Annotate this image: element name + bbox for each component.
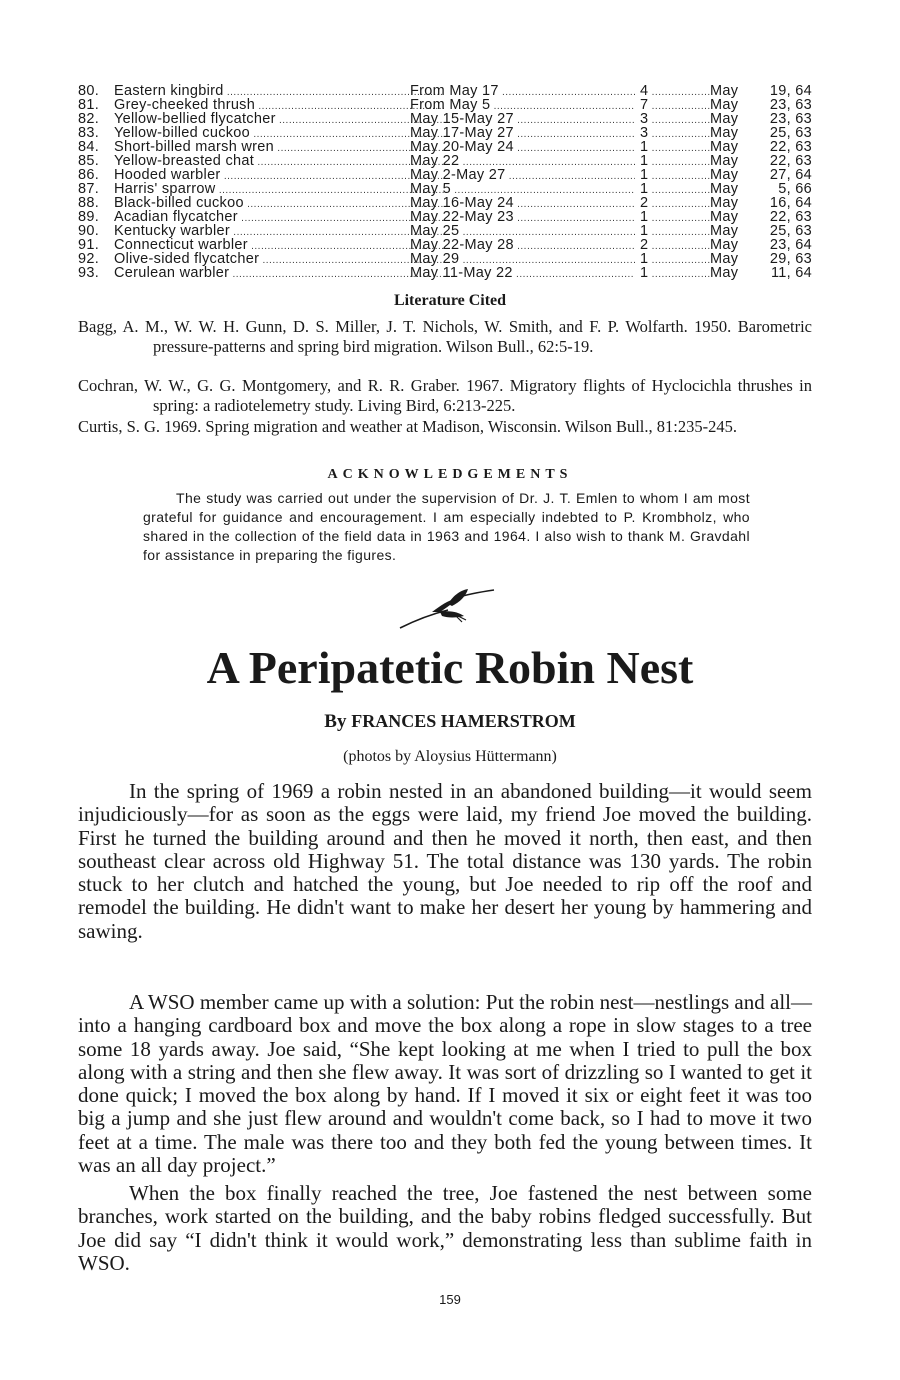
date-range: May 16-May 24 .....	[410, 196, 635, 212]
body-paragraph: In the spring of 1969 a robin nested in an abandoned building—it would seem injudiciously—for as soon as the eggs were laid, my friend Joe moved the building. First he turned the building around and then he moved it north, then east, and then southeast clear across old Highway 51. The total distance was 130 yards. The robin stuck to her clutch and hatched the young, but Joe needed to rip off the roof and remodel the building. He didn't want to make her desert her young by hammering and sawing.	[78, 779, 812, 943]
peak-month: May	[710, 237, 739, 253]
table-row	[78, 238, 818, 252]
peak-month: May	[710, 111, 739, 127]
date-range: May 22 .....	[410, 154, 635, 170]
observation-count: 2 .....	[640, 196, 710, 212]
species-number: 85.	[78, 153, 100, 169]
peak-date: 25, 63	[769, 125, 812, 141]
species-name: Cerulean warbler .....	[114, 266, 444, 282]
species-name: Yellow-billed cuckoo .....	[114, 126, 444, 142]
peak-date: 23, 63	[769, 97, 812, 113]
peak-month: May	[710, 153, 739, 169]
date-range: May 11-May 22 .....	[410, 266, 635, 282]
table-row	[78, 126, 818, 140]
species-number: 81.	[78, 97, 100, 113]
species-name: Yellow-bellied flycatcher .....	[114, 112, 444, 128]
species-number: 80.	[78, 83, 100, 99]
species-number: 89.	[78, 209, 100, 225]
date-range: From May 17 .....	[410, 84, 635, 100]
table-row	[78, 182, 818, 196]
byline-prefix: By	[324, 711, 347, 732]
date-range: May 25 .....	[410, 224, 635, 240]
species-name: Yellow-breasted chat .....	[114, 154, 444, 170]
reference-entry: Curtis, S. G. 1969. Spring migration and weather at Madison, Wisconsin. Wilson Bull., 81:235-245.	[78, 417, 737, 436]
literature-cited-heading: Literature Cited	[393, 292, 507, 309]
date-range: May 17-May 27 .....	[410, 126, 635, 142]
peak-month: May	[710, 167, 739, 183]
species-number: 92.	[78, 251, 100, 267]
peak-date: 22, 63	[769, 153, 812, 169]
peak-month: May	[710, 265, 739, 281]
table-row	[78, 84, 818, 98]
date-range: May 22-May 23 .....	[410, 210, 635, 226]
reference-entry: Bagg, A. M., W. W. H. Gunn, D. S. Miller, J. T. Nichols, W. Smith, and F. P. Wolfarth. 1950. Barometric pressure-patterns and spring bird migration. Wilson Bull., 62:5-19.	[78, 317, 812, 356]
date-range: May 5 .....	[410, 182, 635, 198]
species-number: 82.	[78, 111, 100, 127]
observation-count: 1 .....	[640, 224, 710, 240]
table-row	[78, 196, 818, 210]
peak-date: 29, 63	[769, 251, 812, 267]
peak-month: May	[710, 125, 739, 141]
peak-date: 25, 63	[769, 223, 812, 239]
species-arrival-table	[78, 84, 818, 280]
table-row	[78, 252, 818, 266]
observation-count: 1 .....	[640, 266, 710, 282]
table-row	[78, 140, 818, 154]
species-name: Black-billed cuckoo .....	[114, 196, 444, 212]
species-name: Hooded warbler .....	[114, 168, 444, 184]
acknowledgements-heading: ACKNOWLEDGEMENTS	[327, 467, 573, 482]
peak-date: 22, 63	[769, 139, 812, 155]
body-paragraph: A WSO member came up with a solution: Put the robin nest—nestlings and all—into a hanging cardboard box and move the box along a rope in slow stages to a tree some 18 yards away. Joe said, “She kept looking at me when I tried to pull the box along with a string and then she flew away. It was sort of drizzling so I wanted to get it done quick; I moved the box along by hand. If I moved it six or eight feet it was too big a jump and she just flew around and wouldn't come back, so I had to move it two feet at a time. The male was there too and they both fed the young between times. It was an all day project.”	[78, 990, 812, 1178]
table-row	[78, 266, 818, 280]
peak-date: 16, 64	[769, 195, 812, 211]
body-paragraph: When the box finally reached the tree, Joe fastened the nest between some branches, work started on the building, and the baby robins fledged successfully. But Joe did say “I didn't think it would work,” demonstrating less than sublime faith in WSO.	[78, 1181, 812, 1275]
photo-credit: (photos by Aloysius Hüttermann)	[343, 748, 557, 765]
observation-count: 4 .....	[640, 84, 710, 100]
date-range: May 2-May 27 .....	[410, 168, 635, 184]
species-name: Grey-cheeked thrush .....	[114, 98, 444, 114]
date-range: May 29 .....	[410, 252, 635, 268]
species-number: 83.	[78, 125, 100, 141]
peak-month: May	[710, 97, 739, 113]
peak-date: 23, 63	[769, 111, 812, 127]
species-name: Acadian flycatcher .....	[114, 210, 444, 226]
peak-date: 22, 63	[769, 209, 812, 225]
observation-count: 1 .....	[640, 140, 710, 156]
table-row	[78, 98, 818, 112]
species-name: Eastern kingbird .....	[114, 84, 444, 100]
observation-count: 1 .....	[640, 210, 710, 226]
date-range: May 22-May 28 .....	[410, 238, 635, 254]
reference-entry: Cochran, W. W., G. G. Montgomery, and R. R. Graber. 1967. Migratory flights of Hyclocichla thrushes in spring: a radiotelemetry study. Living Bird, 6:213-225.	[78, 376, 812, 415]
peak-date: 27, 64	[769, 167, 812, 183]
species-name: Kentucky warbler .....	[114, 224, 444, 240]
table-row	[78, 168, 818, 182]
acknowledgements-text: The study was carried out under the supervision of Dr. J. T. Emlen to whom I am most grateful for guidance and encouragement. I am especially indebted to P. Krombholz, who shared in the collection of the field data in 1963 and 1964. I also wish to thank M. Gravdahl for assistance in preparing the figures.	[143, 490, 750, 563]
species-number: 93.	[78, 265, 100, 281]
peak-month: May	[710, 139, 739, 155]
table-row	[78, 224, 818, 238]
date-range: May 20-May 24 .....	[410, 140, 635, 156]
observation-count: 1 .....	[640, 154, 710, 170]
author-name: FRANCES HAMERSTROM	[351, 711, 576, 731]
observation-count: 1 .....	[640, 168, 710, 184]
table-row	[78, 112, 818, 126]
page-number: 159	[439, 1292, 461, 1307]
species-number: 88.	[78, 195, 100, 211]
species-number: 91.	[78, 237, 100, 253]
species-number: 84.	[78, 139, 100, 155]
peak-date: 11, 64	[770, 265, 812, 281]
table-row	[78, 154, 818, 168]
date-range: From May 5 .....	[410, 98, 635, 114]
observation-count: 2 .....	[640, 238, 710, 254]
species-number: 87.	[78, 181, 100, 197]
date-range: May 15-May 27 .....	[410, 112, 635, 128]
species-name: Connecticut warbler .....	[114, 238, 444, 254]
species-name: Short-billed marsh wren .....	[114, 140, 444, 156]
peak-month: May	[710, 223, 739, 239]
peak-month: May	[710, 209, 739, 225]
article-title: A Peripatetic Robin Nest	[206, 642, 694, 693]
observation-count: 3 .....	[640, 126, 710, 142]
peak-month: May	[710, 83, 739, 99]
observation-count: 1 .....	[640, 182, 710, 198]
flying-bird-logo	[396, 586, 496, 632]
peak-date: 23, 64	[769, 237, 812, 253]
peak-month: May	[710, 181, 739, 197]
peak-date: 5, 66	[778, 181, 812, 197]
species-number: 90.	[78, 223, 100, 239]
peak-date: 19, 64	[769, 83, 812, 99]
table-row	[78, 210, 818, 224]
observation-count: 7 .....	[640, 98, 710, 114]
peak-month: May	[710, 251, 739, 267]
species-number: 86.	[78, 167, 100, 183]
species-name: Olive-sided flycatcher .....	[114, 252, 444, 268]
observation-count: 3 .....	[640, 112, 710, 128]
peak-month: May	[710, 195, 739, 211]
observation-count: 1 .....	[640, 252, 710, 268]
byline	[0, 711, 900, 733]
species-name: Harris' sparrow .....	[114, 182, 444, 198]
